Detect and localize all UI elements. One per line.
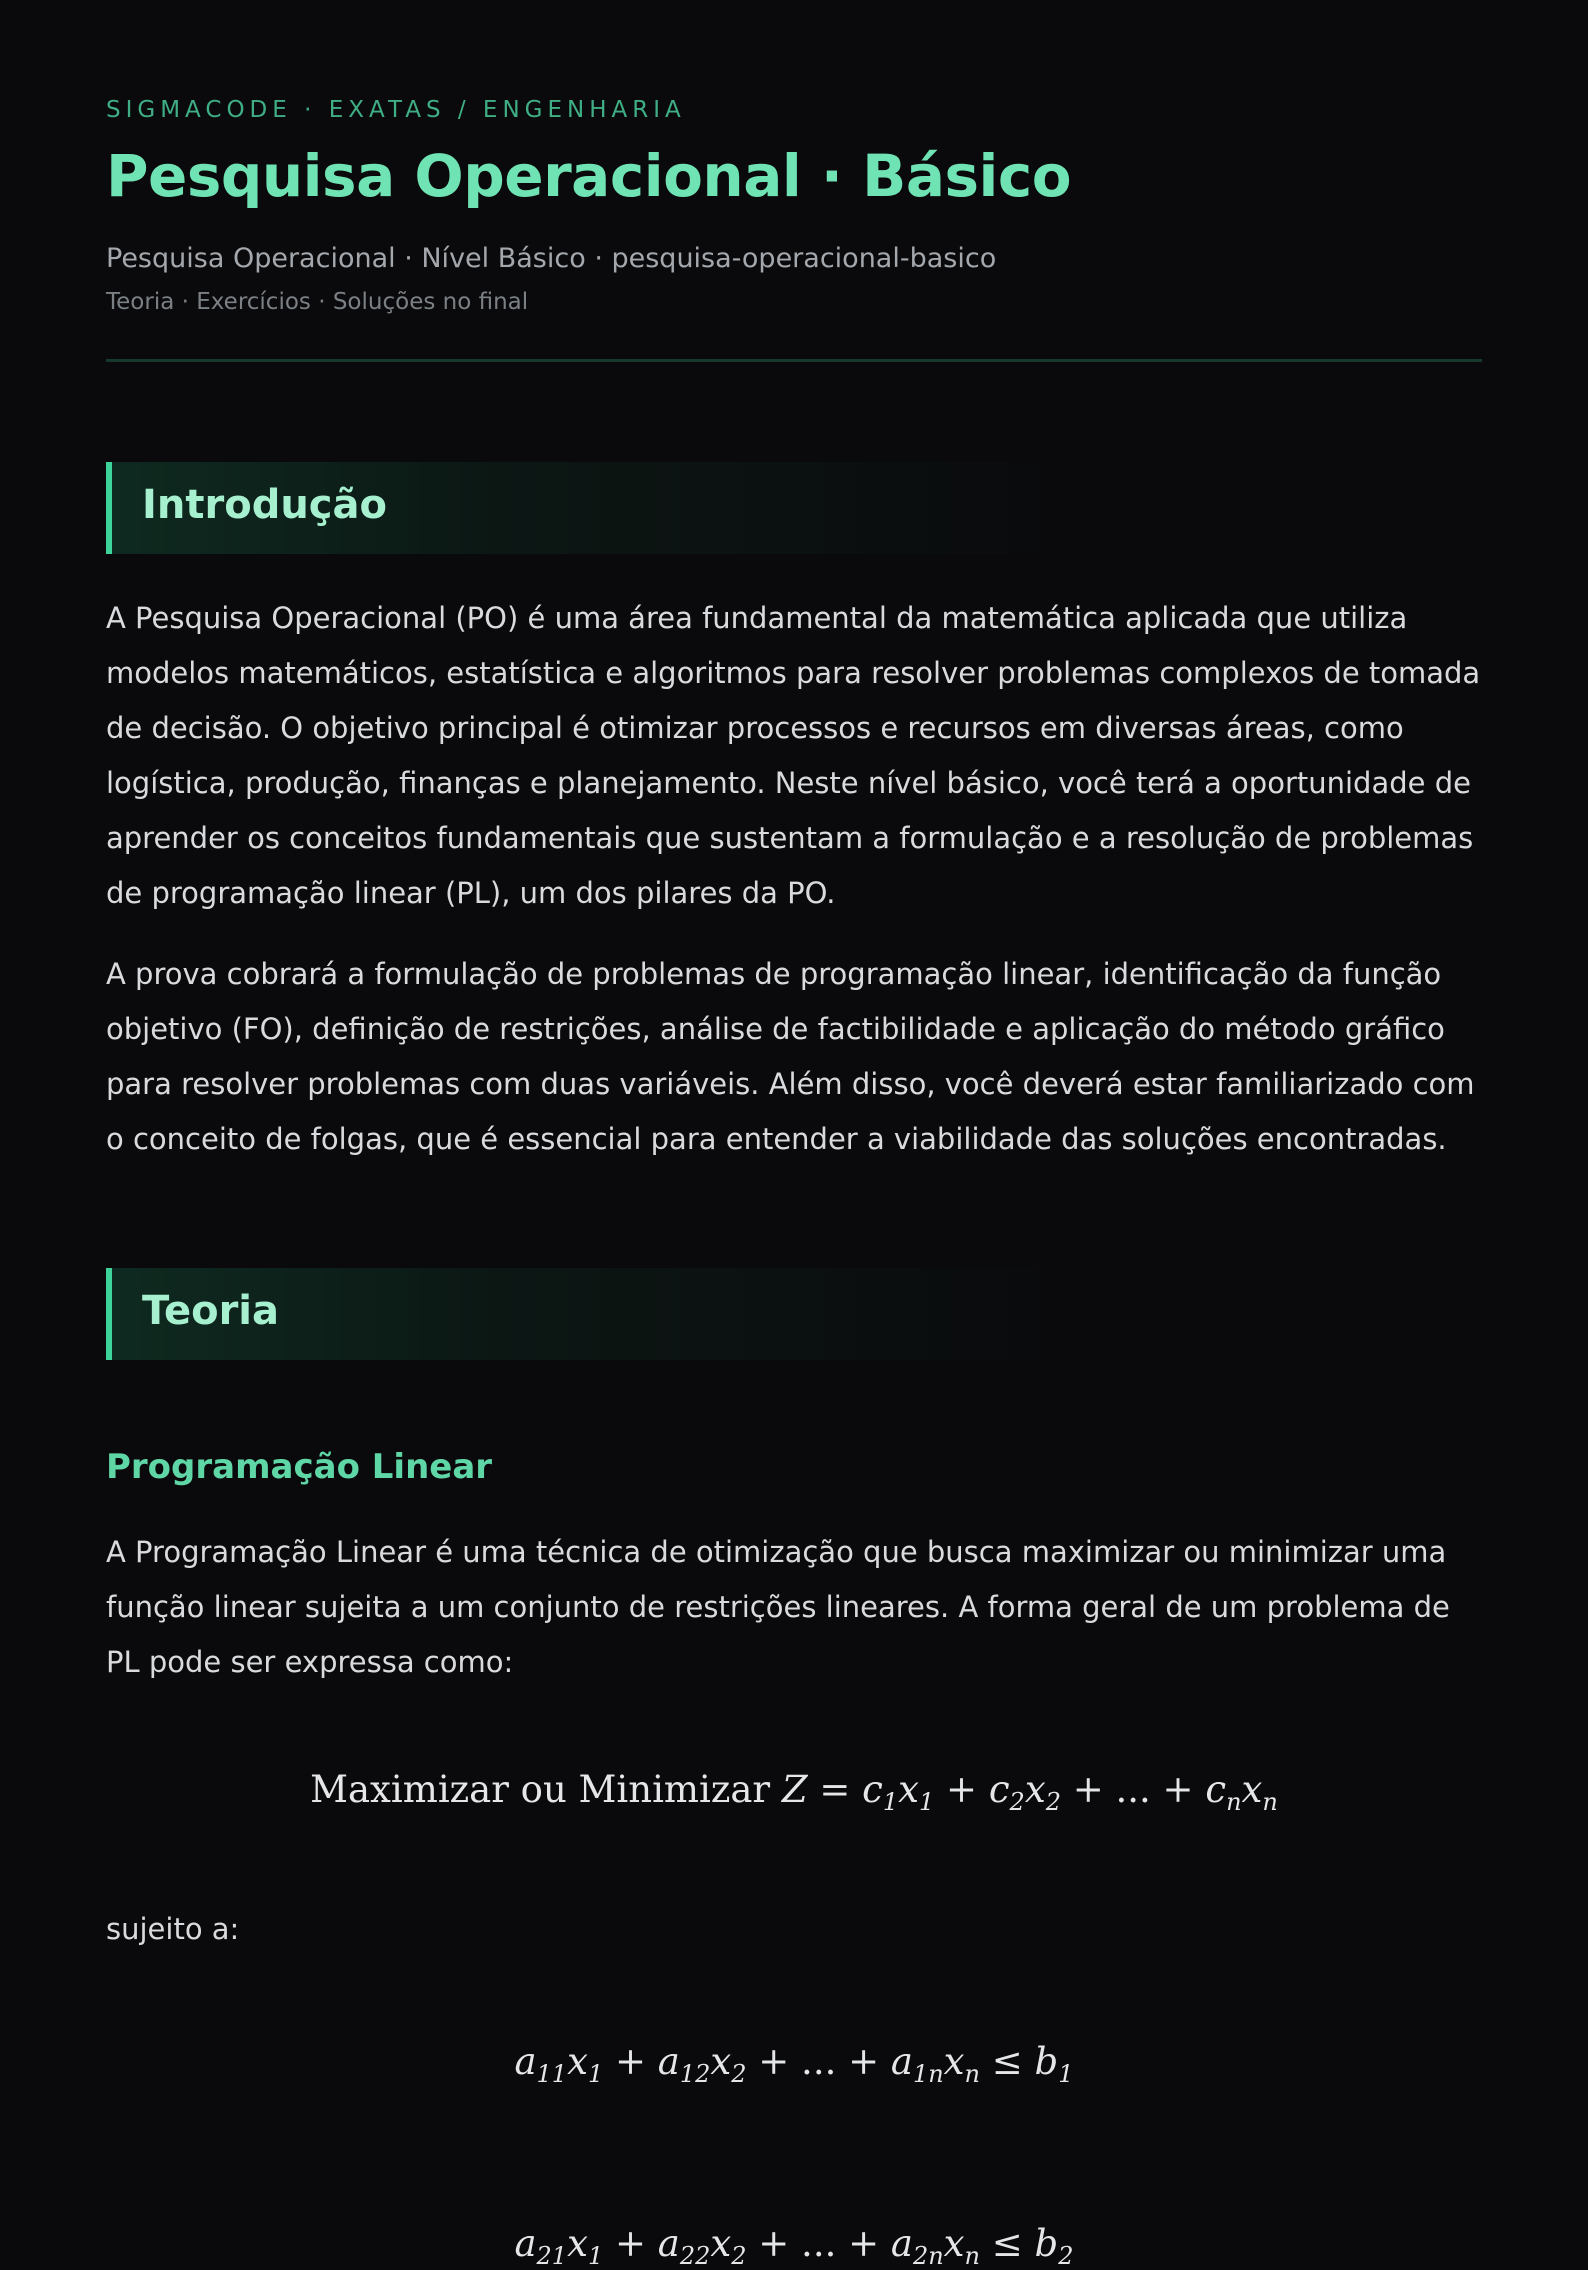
page-subtitle: Pesquisa Operacional · Nível Básico · pesquisa-operacional-basico <box>106 243 997 274</box>
constraint-equation-2: $a_{21}x_1 + a_{22}x_2$ + ... + $a_{2n}x_n \le b_2$ <box>514 2222 1074 2270</box>
objective-prefix: Maximizar ou Minimizar <box>310 1768 771 1811</box>
section-header-intro <box>106 462 1066 554</box>
constraint-equation-1: $a_{11}x_1 + a_{12}x_2$ + ... + $a_{1n}x_n \le b_1$ <box>514 2040 1074 2088</box>
section-title-theory: Teoria <box>142 1288 280 1334</box>
subsection-title-linear-programming: Programação Linear <box>106 1447 493 1487</box>
objective-function-equation: Maximizar ou Minimizar $Z = c_1x_1 + c_2x_2$ + ... + $c_nx_n$ <box>310 1768 1278 1816</box>
intro-paragraph-1: A Pesquisa Operacional (PO) é uma área fundamental da matemática aplicada que utiliza modelos matemáticos, estatística e algoritmos para resolver problemas complexos de tomada de decisão. O objetivo principal é otimizar processos e recursos em diversas áreas, como logística, produção, finanças e planejamento. Neste nível básico, você terá a oportunidade de aprender os conceitos fundamentais que sustentam a formulação e a resolução de problemas de programação linear (PL), um dos pilares da PO. <box>106 601 1481 910</box>
page-meta: Teoria · Exercícios · Soluções no final <box>106 289 529 315</box>
intro-paragraph-2: A prova cobrará a formulação de problemas de programação linear, identificação da função objetivo (FO), definição de restrições, análise de factibilidade e aplicação do método gráfico para resolver problemas com duas variáveis. Além disso, você deverá estar familiarizado com o conceito de folgas, que é essencial para entender a viabilidade das soluções encontradas. <box>106 957 1475 1156</box>
page-title: Pesquisa Operacional · Básico <box>106 142 1072 210</box>
theory-paragraph-1: A Programação Linear é uma técnica de otimização que busca maximizar ou minimizar uma função linear sujeita a um conjunto de restrições lineares. A forma geral de um problema de PL pode ser expressa como: <box>106 1535 1450 1679</box>
subject-to-label: sujeito a: <box>106 1912 240 1946</box>
header-divider <box>106 359 1482 362</box>
section-title-intro: Introdução <box>142 482 387 528</box>
breadcrumb: SIGMACODE · EXATAS / ENGENHARIA <box>106 97 686 123</box>
section-header-theory <box>106 1268 1066 1360</box>
